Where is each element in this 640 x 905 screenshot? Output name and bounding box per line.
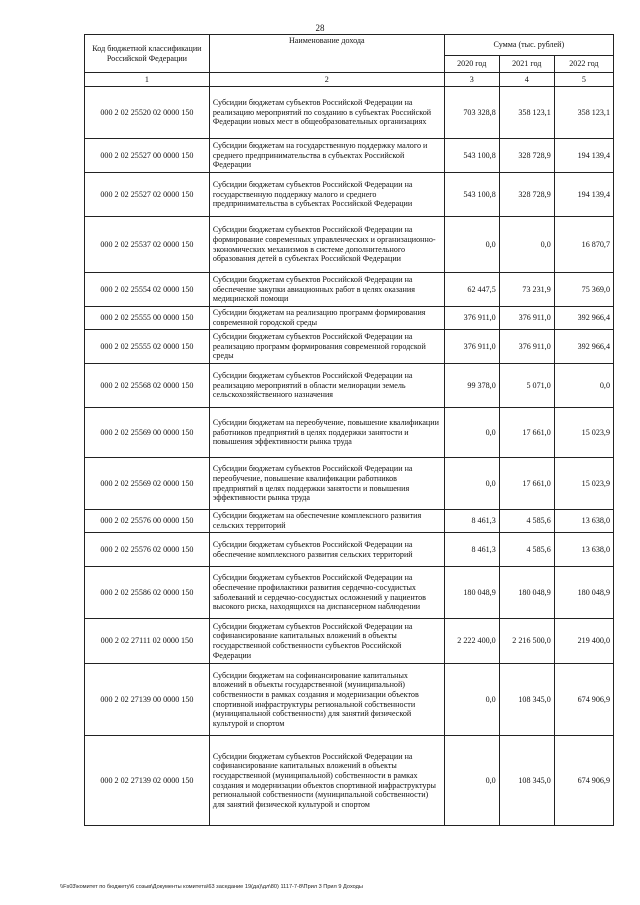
revenue-name: Субсидии бюджетам субъектов Российской Федерации на государственную поддержку малого и среднего предпринимательства в субъектах Российской Федерации xyxy=(209,173,444,217)
amount-2022: 13 638,0 xyxy=(554,510,613,533)
revenue-name: Субсидии бюджетам на переобучение, повышение квалификации работников предприятий в целях поддержки занятости и повышения эффективности рынка труда xyxy=(209,408,444,458)
amount-2021: 4 585,6 xyxy=(499,510,554,533)
header-year-2020: 2020 год xyxy=(444,56,499,73)
file-path-footer: \\Fs03\комитет по бюджету\6 созыв\Документы комитета\63 заседание 19(да)\дл\80) 1117-7-8\Прил 3 Прил 9 Доходы xyxy=(60,884,363,890)
budget-code: 000 2 02 25537 02 0000 150 xyxy=(85,217,210,273)
header-year-2022: 2022 год xyxy=(554,56,613,73)
amount-2020: 8 461,3 xyxy=(444,510,499,533)
table-row xyxy=(85,664,614,736)
table-row xyxy=(85,330,614,364)
amount-2021: 73 231,9 xyxy=(499,273,554,307)
budget-code: 000 2 02 25527 00 0000 150 xyxy=(85,139,210,173)
amount-2022: 15 023,9 xyxy=(554,458,613,510)
amount-2020: 0,0 xyxy=(444,408,499,458)
amount-2020: 180 048,9 xyxy=(444,567,499,619)
revenue-name: Субсидии бюджетам субъектов Российской Федерации на реализацию мероприятий в области мелиорации земель сельскохозяйственного назначения xyxy=(209,364,444,408)
table-row xyxy=(85,458,614,510)
amount-2022: 674 906,9 xyxy=(554,664,613,736)
budget-code: 000 2 02 25555 00 0000 150 xyxy=(85,307,210,330)
amount-2021: 328 728,9 xyxy=(499,139,554,173)
amount-2020: 2 222 400,0 xyxy=(444,619,499,664)
table-body xyxy=(85,87,614,826)
amount-2022: 16 870,7 xyxy=(554,217,613,273)
amount-2020: 376 911,0 xyxy=(444,330,499,364)
revenue-name: Субсидии бюджетам на реализацию программ формирования современной городской среды xyxy=(209,307,444,330)
amount-2020: 0,0 xyxy=(444,458,499,510)
budget-code: 000 2 02 25576 02 0000 150 xyxy=(85,533,210,567)
amount-2022: 392 966,4 xyxy=(554,307,613,330)
amount-2021: 108 345,0 xyxy=(499,664,554,736)
table-row xyxy=(85,173,614,217)
amount-2022: 392 966,4 xyxy=(554,330,613,364)
budget-code: 000 2 02 25520 02 0000 150 xyxy=(85,87,210,139)
amount-2022: 674 906,9 xyxy=(554,736,613,826)
revenue-name: Субсидии бюджетам на обеспечение комплексного развития сельских территорий xyxy=(209,510,444,533)
header-code: Код бюджетной классификации Российской Федерации xyxy=(85,35,210,73)
revenue-name: Субсидии бюджетам субъектов Российской Федерации на обеспечение профилактики развития сердечно-сосудистых заболеваний и сердечно-сосудистых осложнений у пациентов высокого риска, находящихся на диспансерном наблюдении xyxy=(209,567,444,619)
table-row xyxy=(85,619,614,664)
amount-2020: 376 911,0 xyxy=(444,307,499,330)
budget-code: 000 2 02 25576 00 0000 150 xyxy=(85,510,210,533)
amount-2022: 180 048,9 xyxy=(554,567,613,619)
header-year-2021: 2021 год xyxy=(499,56,554,73)
budget-code: 000 2 02 27111 02 0000 150 xyxy=(85,619,210,664)
budget-code: 000 2 02 25555 02 0000 150 xyxy=(85,330,210,364)
amount-2022: 194 139,4 xyxy=(554,173,613,217)
amount-2022: 13 638,0 xyxy=(554,533,613,567)
amount-2021: 358 123,1 xyxy=(499,87,554,139)
table-row xyxy=(85,408,614,458)
index-4: 4 xyxy=(499,73,554,87)
amount-2020: 543 100,8 xyxy=(444,139,499,173)
table-row xyxy=(85,273,614,307)
revenue-name: Субсидии бюджетам субъектов Российской Федерации на формирование современных управленческих и организационно-экономических механизмов в системе дополнительного образования детей в субъектах Российской Федерации xyxy=(209,217,444,273)
amount-2021: 17 661,0 xyxy=(499,458,554,510)
amount-2021: 328 728,9 xyxy=(499,173,554,217)
amount-2021: 4 585,6 xyxy=(499,533,554,567)
revenue-name: Субсидии бюджетам на государственную поддержку малого и среднего предпринимательства в субъектах Российской Федерации xyxy=(209,139,444,173)
amount-2020: 0,0 xyxy=(444,217,499,273)
amount-2021: 0,0 xyxy=(499,217,554,273)
table-row xyxy=(85,567,614,619)
index-5: 5 xyxy=(554,73,613,87)
amount-2022: 0,0 xyxy=(554,364,613,408)
table-row xyxy=(85,364,614,408)
revenue-name: Субсидии бюджетам субъектов Российской Федерации на софинансирование капитальных вложений в объекты государственной (муниципальной) собственности в рамках создания и модернизации объектов спортивной инфраструктуры региональной собственности (муниципальной собственности) для занятий физической культурой и спортом xyxy=(209,736,444,826)
revenue-name: Субсидии бюджетам субъектов Российской Федерации на переобучение, повышение квалификации работников предприятий в целях поддержки занятости и повышения эффективности рынка труда xyxy=(209,458,444,510)
table-row xyxy=(85,139,614,173)
table-row xyxy=(85,533,614,567)
amount-2020: 543 100,8 xyxy=(444,173,499,217)
amount-2022: 219 400,0 xyxy=(554,619,613,664)
table-row xyxy=(85,217,614,273)
index-2: 2 xyxy=(209,73,444,87)
page-number: 28 xyxy=(315,23,325,33)
revenue-name: Субсидии бюджетам субъектов Российской Федерации на обеспечение закупки авиационных работ в целях оказания медицинской помощи xyxy=(209,273,444,307)
amount-2020: 0,0 xyxy=(444,664,499,736)
amount-2021: 17 661,0 xyxy=(499,408,554,458)
amount-2021: 5 071,0 xyxy=(499,364,554,408)
revenue-table xyxy=(84,34,614,826)
table-row xyxy=(85,510,614,533)
budget-code: 000 2 02 25568 02 0000 150 xyxy=(85,364,210,408)
amount-2020: 0,0 xyxy=(444,736,499,826)
amount-2021: 108 345,0 xyxy=(499,736,554,826)
index-3: 3 xyxy=(444,73,499,87)
budget-code: 000 2 02 25554 02 0000 150 xyxy=(85,273,210,307)
amount-2022: 194 139,4 xyxy=(554,139,613,173)
revenue-name: Субсидии бюджетам субъектов Российской Федерации на обеспечение комплексного развития сельских территорий xyxy=(209,533,444,567)
amount-2022: 358 123,1 xyxy=(554,87,613,139)
amount-2022: 15 023,9 xyxy=(554,408,613,458)
revenue-name: Субсидии бюджетам субъектов Российской Федерации на софинансирование капитальных вложений в объекты государственной собственности субъектов Российской Федерации xyxy=(209,619,444,664)
amount-2021: 180 048,9 xyxy=(499,567,554,619)
budget-code: 000 2 02 25569 00 0000 150 xyxy=(85,408,210,458)
amount-2020: 99 378,0 xyxy=(444,364,499,408)
revenue-name: Субсидии бюджетам на софинансирование капитальных вложений в объекты государственной (муниципальной) собственности в рамках создания и модернизации объектов спортивной инфраструктуры региональной собственности (муниципальной собственности) для занятий физической культурой и спортом xyxy=(209,664,444,736)
table-row xyxy=(85,736,614,826)
revenue-name: Субсидии бюджетам субъектов Российской Федерации на реализацию мероприятий по созданию в субъектах Российской Федерации новых мест в общеобразовательных организациях xyxy=(209,87,444,139)
amount-2022: 75 369,0 xyxy=(554,273,613,307)
header-sum: Сумма (тыс. рублей) xyxy=(444,35,613,56)
amount-2020: 8 461,3 xyxy=(444,533,499,567)
table-row xyxy=(85,87,614,139)
amount-2021: 376 911,0 xyxy=(499,330,554,364)
budget-code: 000 2 02 25569 02 0000 150 xyxy=(85,458,210,510)
budget-code: 000 2 02 25586 02 0000 150 xyxy=(85,567,210,619)
amount-2021: 376 911,0 xyxy=(499,307,554,330)
index-1: 1 xyxy=(85,73,210,87)
amount-2021: 2 216 500,0 xyxy=(499,619,554,664)
budget-code: 000 2 02 25527 02 0000 150 xyxy=(85,173,210,217)
amount-2020: 62 447,5 xyxy=(444,273,499,307)
header-name: Наименование дохода xyxy=(209,35,444,73)
revenue-name: Субсидии бюджетам субъектов Российской Федерации на реализацию программ формирования современной городской среды xyxy=(209,330,444,364)
budget-code: 000 2 02 27139 02 0000 150 xyxy=(85,736,210,826)
table-row xyxy=(85,307,614,330)
amount-2020: 703 328,8 xyxy=(444,87,499,139)
budget-code: 000 2 02 27139 00 0000 150 xyxy=(85,664,210,736)
